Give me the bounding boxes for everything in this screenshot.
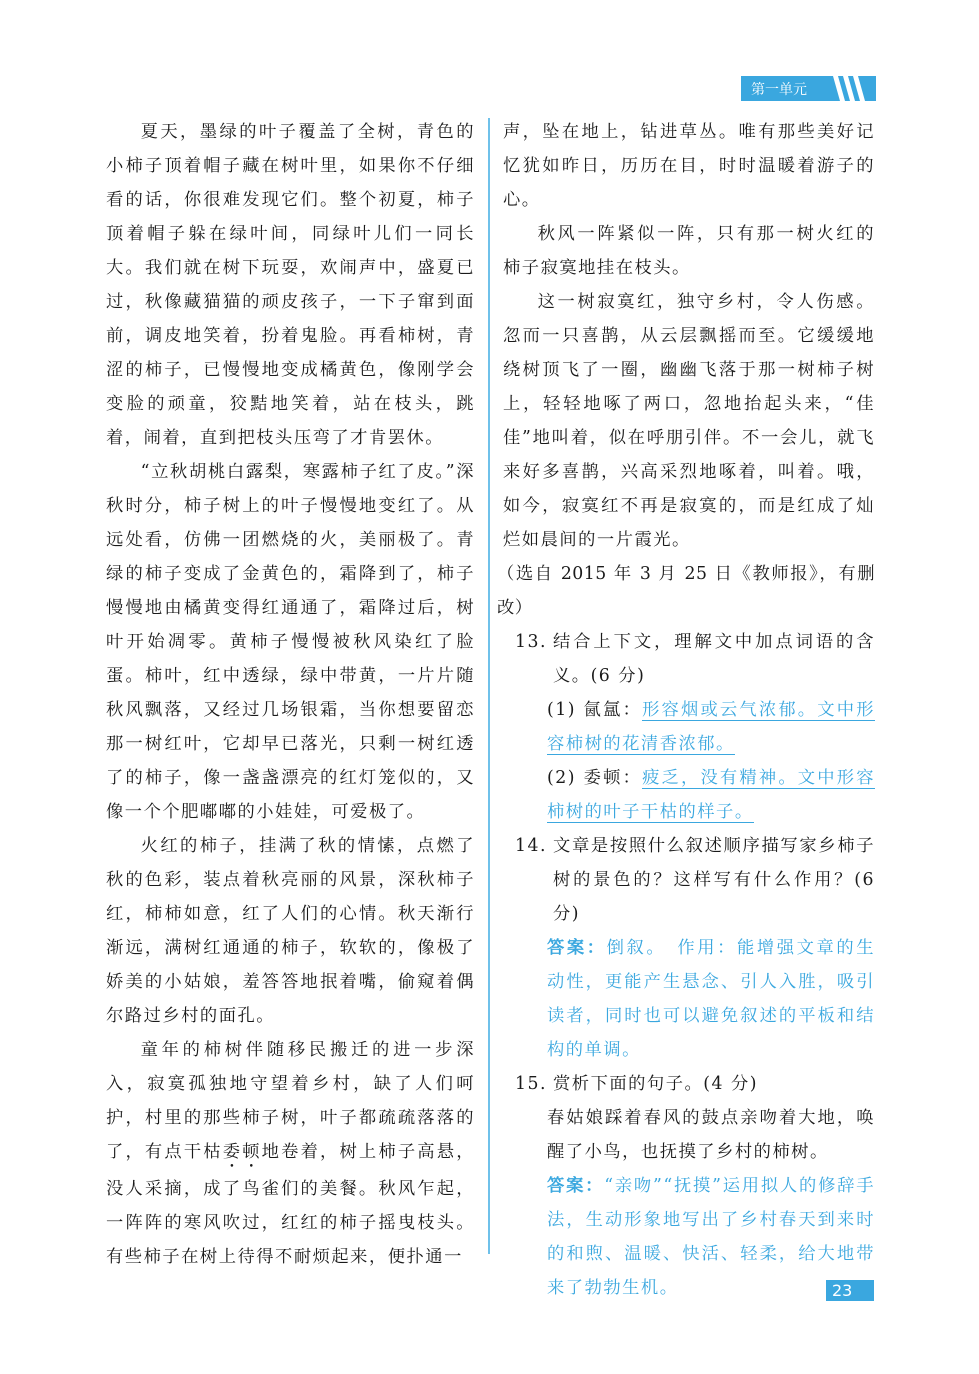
stripes-decoration-icon — [831, 76, 876, 101]
answer-label: 答案： — [547, 938, 607, 958]
question-text: 结合上下文，理解文中加点词语的含义。(6 分) — [553, 632, 875, 686]
question-number: 14. — [515, 836, 547, 856]
text: 地卷着，树上柿子高悬，没人采摘，成了鸟雀们的美餐。秋风乍起，一阵阵的寒风吹过，红红的柿子摇曳枝头。有些柿子在树上待得不耐烦起来，便扑通一 — [106, 1142, 475, 1267]
paragraph: 火红的柿子，挂满了秋的情愫，点燃了秋的色彩，装点着秋亮丽的风景，深秋柿子红，柿柿如意，红了人们的心情。秋天渐行渐远，满树红通通的柿子，软软的，像极了娇美的小姑娘，羞答答地抿着嘴，偷窥着偶尔路过乡村的面孔。 — [106, 836, 475, 1026]
unit-header-tab — [741, 76, 876, 101]
item-answer: 疲乏，没有精神。文中形容柿树的叶子干枯的样子。 — [547, 768, 875, 822]
paragraph: 声，坠在地上，钻进草丛。唯有那些美好记忆犹如昨日，历历在目，时时温暖着游子的心。 — [503, 122, 875, 210]
text: 童年的柿树伴随移民搬迁的进一步深入，寂寞孤独地守望着乡村，缺了人们呵护，村里的那些柿子树，叶子都疏疏落落的了，有点干枯 — [106, 1040, 475, 1162]
q15-answer — [503, 1169, 875, 1305]
paragraph: 秋风一阵紧似一阵，只有那一树火红的柿子寂寞地挂在枝头。 — [503, 224, 875, 278]
right-column — [497, 115, 875, 1305]
question-14 — [503, 829, 875, 931]
emphasized-word: 委顿 — [222, 1142, 262, 1162]
question-text: 文章是按照什么叙述顺序描写家乡柿子树的景色的？这样写有什么作用？(6 分) — [553, 836, 875, 924]
q15-sentence: 春姑娘踩着春风的鼓点亲吻着大地，唤醒了小鸟，也抚摸了乡村的柿树。 — [547, 1108, 875, 1162]
question-13 — [503, 625, 875, 693]
q14-answer — [503, 931, 875, 1067]
left-column — [106, 115, 475, 1274]
question-number: 13. — [515, 632, 547, 652]
item-answer: 形容烟或云气浓郁。文中形容柿树的花清香浓郁。 — [547, 700, 875, 754]
column-divider — [488, 118, 490, 1254]
paragraph: 这一树寂寞红，独守乡村，令人伤感。忽而一只喜鹊，从云层飘摇而至。它缓缓地绕树顶飞了一圈，幽幽飞落于那一树柿子树上，轻轻地啄了两口，忽地抬起头来，“佳佳”地叫着，似在呼朋引伴。不一会儿，就飞来好多喜鹊，兴高采烈地啄着，叫着。哦，如今，寂寞红不再是寂寞的，而是红成了灿烂如晨间的一片霞光。 — [503, 292, 875, 550]
question-text: 赏析下面的句子。(4 分) — [553, 1074, 759, 1094]
answer-text: 倒叙。 作用：能增强文章的生动性，更能产生悬念、引人入胜，吸引读者，同时也可以避免叙述的平板和结构的单调。 — [547, 938, 875, 1060]
question-number: 15. — [515, 1074, 547, 1094]
item-label: (2) 委顿： — [547, 768, 643, 788]
paragraph: “立秋胡桃白露梨，寒露柿子红了皮。”深秋时分，柿子树上的叶子慢慢地变红了。从远处看，仿佛一团燃烧的火，美丽极了。青绿的柿子变成了金黄色的，霜降到了，柿子慢慢地由橘黄变得红通通了，霜降过后，树叶开始凋零。黄柿子慢慢被秋风染红了脸蛋。柿叶，红中透绿，绿中带黄，一片片随秋风飘落，又经过几场银霜，当你想要留恋那一树红叶，它却早已落光，只剩一树红透了的柿子，像一盏盏漂亮的红灯笼似的，又像一个个肥嘟嘟的小娃娃，可爱极了。 — [106, 462, 475, 822]
answer-label: 答案： — [547, 1176, 605, 1196]
question-15 — [503, 1067, 875, 1101]
paragraph — [106, 1033, 475, 1274]
item-label: (1) 氤氲： — [547, 700, 643, 720]
q13-item-1 — [503, 693, 875, 761]
page-number: 23 — [832, 1281, 853, 1300]
q13-item-2 — [503, 761, 875, 829]
unit-label: 第一单元 — [751, 82, 807, 98]
paragraph: 夏天，墨绿的叶子覆盖了全树，青色的小柿子顶着帽子藏在树叶里，如果你不仔细看的话，你很难发现它们。整个初夏，柿子顶着帽子躲在绿叶间，同绿叶儿们一同长大。我们就在树下玩耍，欢闹声中，盛夏已过，秋像藏猫猫的顽皮孩子，一下子窜到面前，调皮地笑着，扮着鬼脸。再看柿树，青涩的柿子，已慢慢地变成橘黄色，像刚学会变脸的顽童，狡黠地笑着，站在枝头，跳着，闹着，直到把枝头压弯了才肯罢休。 — [106, 122, 475, 448]
source-citation: （选自 2015 年 3 月 25 日《教师报》，有删改） — [497, 564, 875, 618]
answer-text: “亲吻”“抚摸”运用拟人的修辞手法，生动形象地写出了乡村春天到来时的和煦、温暖、快活、轻柔，给大地带来了勃勃生机。 — [547, 1176, 875, 1298]
